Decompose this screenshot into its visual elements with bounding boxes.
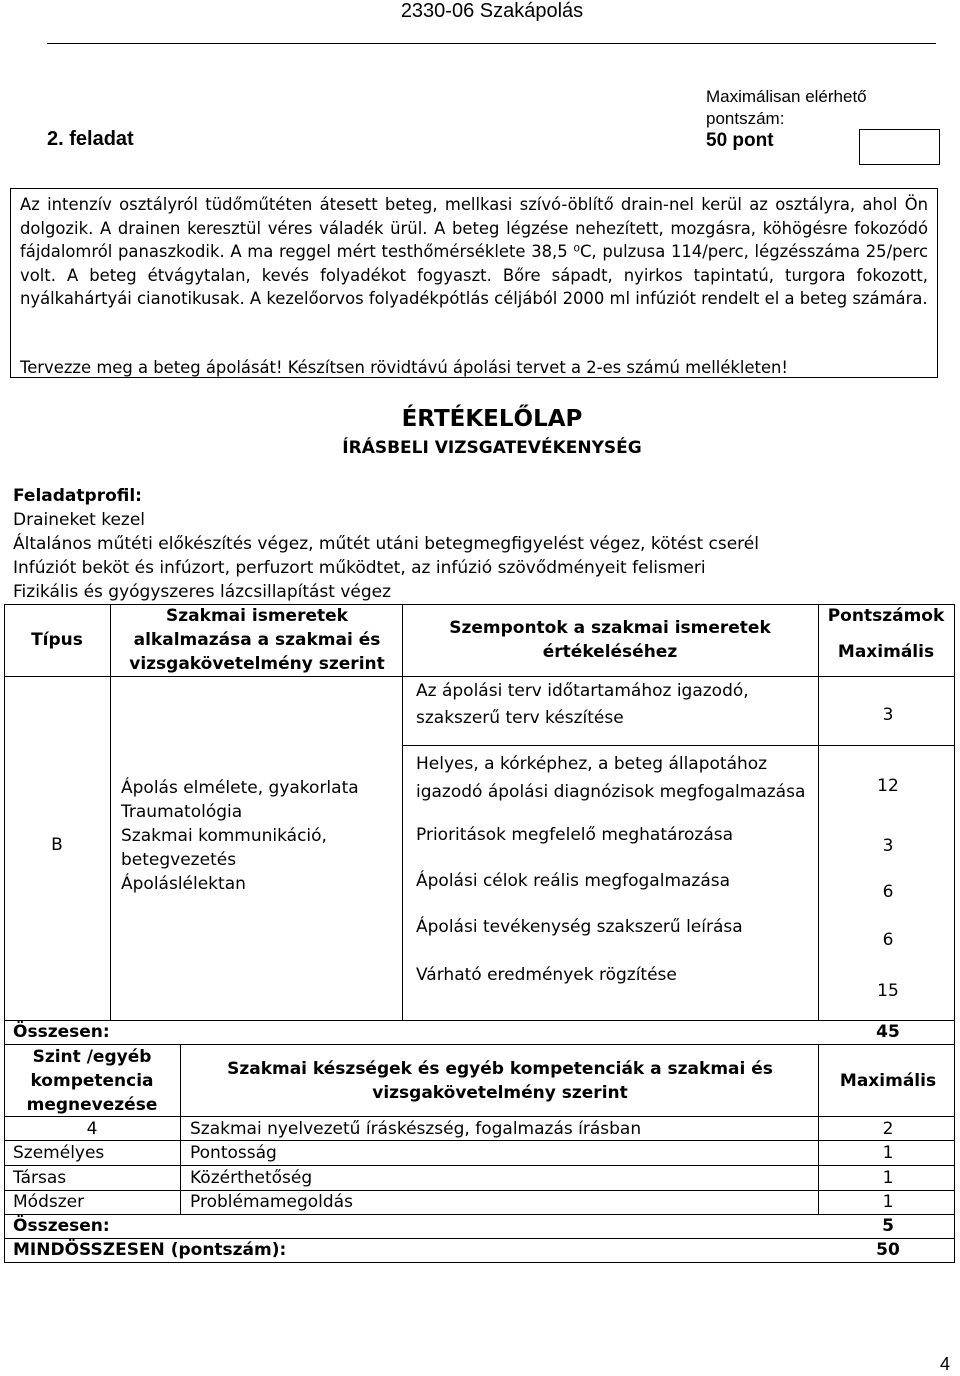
criterion-points: 15 xyxy=(877,981,899,1001)
case-task: Tervezze meg a beteg ápolását! Készítsen rövidtávú ápolási tervet a 2-es számú mellékleten! xyxy=(20,358,788,377)
table2-total-label: Összesen: xyxy=(13,1216,110,1236)
knowledge-list xyxy=(121,776,401,896)
max-points-label: Maximálisan elérhető pontszám: xyxy=(706,87,867,128)
table1-total-value: 45 xyxy=(876,1022,900,1042)
skill-name: Problémamegoldás xyxy=(190,1192,353,1212)
knowledge-item: betegvezetés xyxy=(121,850,237,870)
knowledge-item: Ápolás elmélete, gyakorlata xyxy=(121,778,359,798)
criterion-points: 3 xyxy=(882,836,894,856)
criterion-row: Prioritások megfelelő meghatározása xyxy=(416,825,734,845)
grand-total-label: MINDÖSSZESEN (pontszám): xyxy=(13,1240,287,1260)
knowledge-item: Szakmai kommunikáció, xyxy=(121,826,327,846)
profile-line: Fizikális és gyógyszeres lázcsillapítást végez xyxy=(13,582,392,602)
table2-header-level: Szint /egyéb kompetencia megnevezése xyxy=(26,1047,158,1115)
criterion-row: Ápolási célok reális megfogalmazása xyxy=(416,871,731,891)
table2-header-skills: Szakmai készségek és egyéb kompetenciák a szakmai és vizsgakövetelmény szerint xyxy=(227,1059,773,1103)
skill-points: 2 xyxy=(882,1119,894,1139)
criterion-points: 6 xyxy=(882,930,894,950)
criterion-points: 12 xyxy=(877,776,899,796)
table1-header-max: Maximális xyxy=(837,642,935,662)
grand-total-value: 50 xyxy=(876,1240,900,1260)
skill-level: Társas xyxy=(13,1168,67,1188)
knowledge-item: Traumatológia xyxy=(121,802,243,822)
criterion-points: 6 xyxy=(882,882,894,902)
skill-name: Pontosság xyxy=(190,1143,277,1163)
case-description: Az intenzív osztályról tüdőműtéten átesett beteg, mellkasi szívó-öblítő drain-nel kerül az osztályra, ahol Ön dolgozik. A drainen keresztül véres váladék ürül. A beteg légzése nehezített, mozgásra, köhögésre fokozódó fájdalomról panaszkodik. A ma reggel mért testhőmérséklete 38,5 ⁰C, pulzusa 114/perc, légzésszáma 25/perc volt. A beteg étvágytalan, kevés folyadékot fogyaszt. Bőre sápadt, nyirkos tapintatú, turgora fokozott, nyálkahártyái cianotikusak. A kezelőorvos folyadékpótlás céljából 2000 ml infúziót rendelt el a beteg számára. xyxy=(20,195,928,308)
profile-line: Infúziót beköt és infúzort, perfuzort működtet, az infúzió szövődményeit felismeri xyxy=(13,558,706,578)
criterion-row: Helyes, a kórképhez, a beteg állapotához igazodó ápolási diagnózisok megfogalmazása xyxy=(416,754,806,802)
skill-name: Közérthetőség xyxy=(190,1168,313,1188)
skill-level: 4 xyxy=(86,1119,98,1139)
criterion-row: Várható eredmények rögzítése xyxy=(416,965,677,985)
profile-line: Draineket kezel xyxy=(13,510,146,530)
profile-label: Feladatprofil: xyxy=(13,486,142,506)
page-header-title: 2330-06 Szakápolás xyxy=(400,0,584,22)
criterion-row: Ápolási tevékenység szakszerű leírása xyxy=(416,917,743,937)
max-points-value: 50 pont xyxy=(706,130,774,151)
knowledge-item: Ápoláslélektan xyxy=(121,874,246,894)
task-profile xyxy=(13,484,943,604)
skill-points: 1 xyxy=(882,1168,894,1188)
table1-header-type: Típus xyxy=(31,630,83,650)
skill-name: Szakmai nyelvezetű íráskészség, fogalmazás írásban xyxy=(190,1119,642,1139)
table1-header-knowledge: Szakmai ismeretek alkalmazása a szakmai és vizsgakövetelmény szerint xyxy=(129,606,385,674)
header-rule xyxy=(47,43,936,44)
task-label: 2. feladat xyxy=(47,128,134,150)
table1-header-points: Pontszámok xyxy=(827,606,945,626)
criterion-row: Az ápolási terv időtartamához igazodó, szakszerű terv készítése xyxy=(416,681,749,728)
page-number: 4 xyxy=(939,1354,950,1374)
skill-points: 1 xyxy=(882,1192,894,1212)
skill-points: 1 xyxy=(882,1143,894,1163)
table2-total-value: 5 xyxy=(882,1216,894,1236)
table1-header-criteria: Szempontok a szakmai ismeretek értékeléséhez xyxy=(449,618,771,662)
table1-total-label: Összesen: xyxy=(13,1022,110,1042)
sheet-subtitle: ÍRÁSBELI VIZSGATEVÉKENYSÉG xyxy=(342,438,642,458)
skill-level: Személyes xyxy=(13,1143,105,1163)
sheet-title: ÉRTÉKELŐLAP xyxy=(401,406,583,432)
table2-header-max: Maximális xyxy=(839,1071,937,1091)
table1-type-value: B xyxy=(51,835,63,855)
score-entry-box xyxy=(859,129,940,165)
profile-line: Általános műtéti előkészítés végez, műtét utáni betegmegfigyelést végez, kötést cserél xyxy=(13,534,759,554)
skill-level: Módszer xyxy=(13,1192,85,1212)
criterion-points: 3 xyxy=(882,705,894,725)
